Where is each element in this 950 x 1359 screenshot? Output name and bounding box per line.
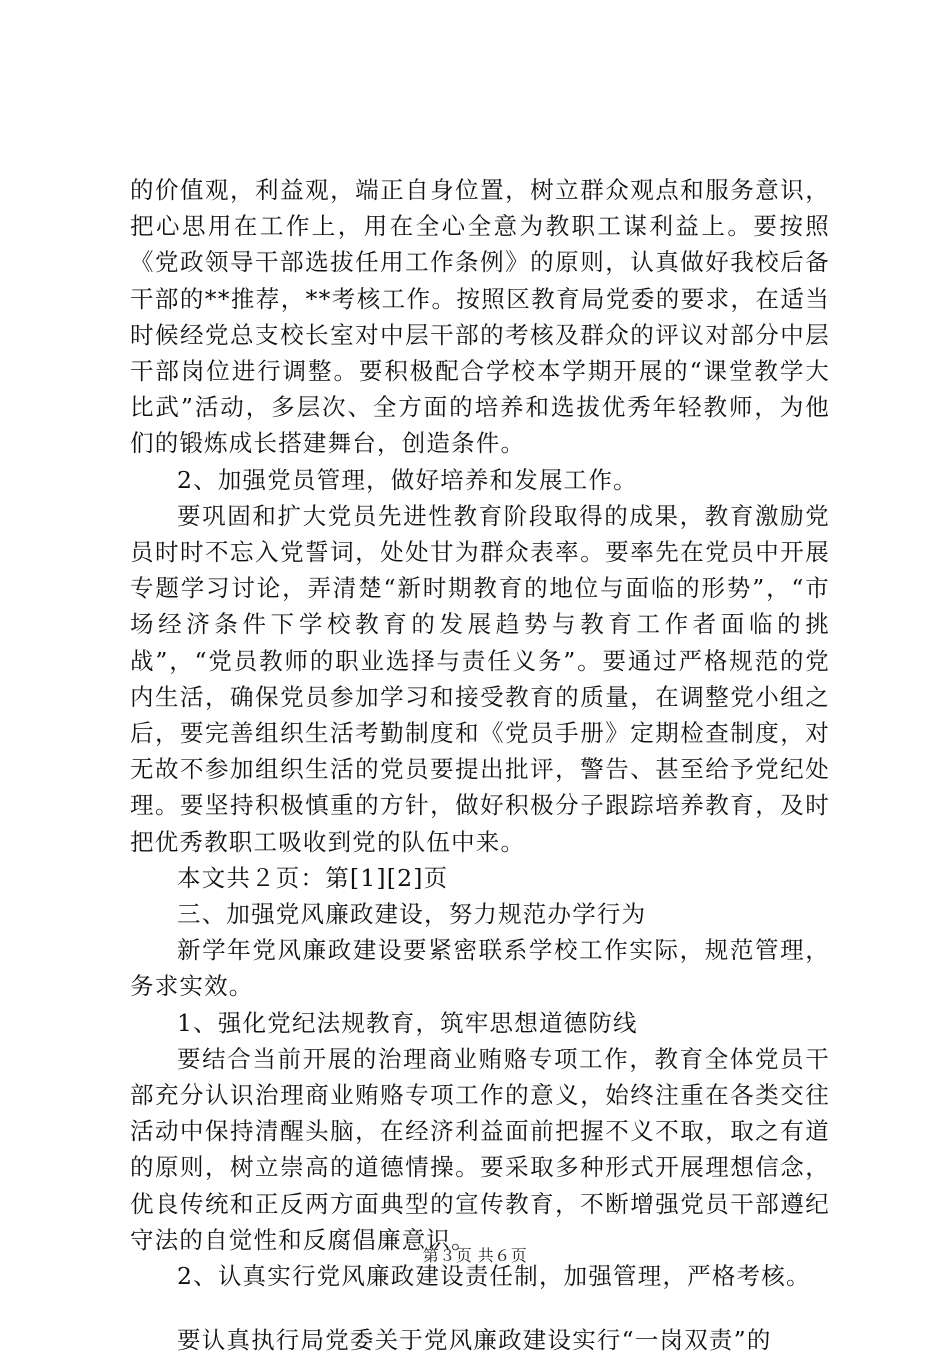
heading-section-three: 三、加强党风廉政建设，努力规范办学行为 [177, 900, 647, 929]
heading-discipline-education: 1、强化党纪法规教育，筑牢思想道德防线 [177, 1008, 638, 1037]
paragraph-section-three-intro: 新学年党风廉政建设要紧密联系学校工作实际，规范管理，务求实效。 [130, 936, 830, 1001]
paragraph-anti-bribery: 要结合当前开展的治理商业贿赂专项工作，教育全体党员干部充分认识治理商业贿赂专项工作的意义，始终注重在各类交往活动中保持清醒头脑，在经济利益面前把握不义不取，取之有道的原则，树立崇高的道德情操。要采取多种形式开展理想信念，优良传统和正反两方面典型的宣传教育，不断增强党员干部遵纪守法的自觉性和反腐倡廉意识。 [130, 1044, 830, 1254]
page-navigation-note: 本文共２页：第[1][2]页 [177, 863, 449, 892]
document-body [130, 172, 830, 1359]
heading-party-member-management: 2、加强党员管理，做好培养和发展工作。 [177, 465, 638, 494]
paragraph-cadre-selection: 的价值观，利益观，端正自身位置，树立群众观点和服务意识，把心思用在工作上，用在全心全意为教职工谋利益上。要按照《党政领导干部选拔任用工作条例》的原则，认真做好我校后备干部的**推荐，**考核工作。按照区教育局党委的要求，在适当时候经党总支校长室对中层干部的考核及群众的评议对部分中层干部岗位进行调整。要积极配合学校本学期开展的“课堂教学大比武”活动，多层次、全方面的培养和选拔优秀年轻教师，为他们的锻炼成长搭建舞台，创造条件。 [130, 176, 830, 458]
paragraph-party-member-education: 要巩固和扩大党员先进性教育阶段取得的成果，教育激励党员时时不忘入党誓词，处处甘为群众表率。要率先在党员中开展专题学习讨论，弄清楚“新时期教育的地位与面临的形势”，“市场经济条件下学校教育的发展趋势与教育工作者面临的挑战”，“党员教师的职业选择与责任义务”。要通过严格规范的党内生活，确保党员参加学习和接受教育的质量，在调整党小组之后，要完善组织生活考勤制度和《党员手册》定期检查制度，对无故不参加组织生活的党员要提出批评，警告、甚至给予党纪处理。要坚持积极慎重的方针，做好积极分子跟踪培养教育，及时把优秀教职工吸收到党的队伍中来。 [130, 501, 830, 856]
page-footer: 第３页 共６页 [422, 1246, 528, 1265]
paragraph-one-post-two-duties: 要认真执行局党委关于党风廉政建设实行“一岗双责”的 [177, 1326, 772, 1355]
heading-responsibility-system: 2、认真实行党风廉政建设责任制，加强管理，严格考核。 [177, 1262, 811, 1291]
